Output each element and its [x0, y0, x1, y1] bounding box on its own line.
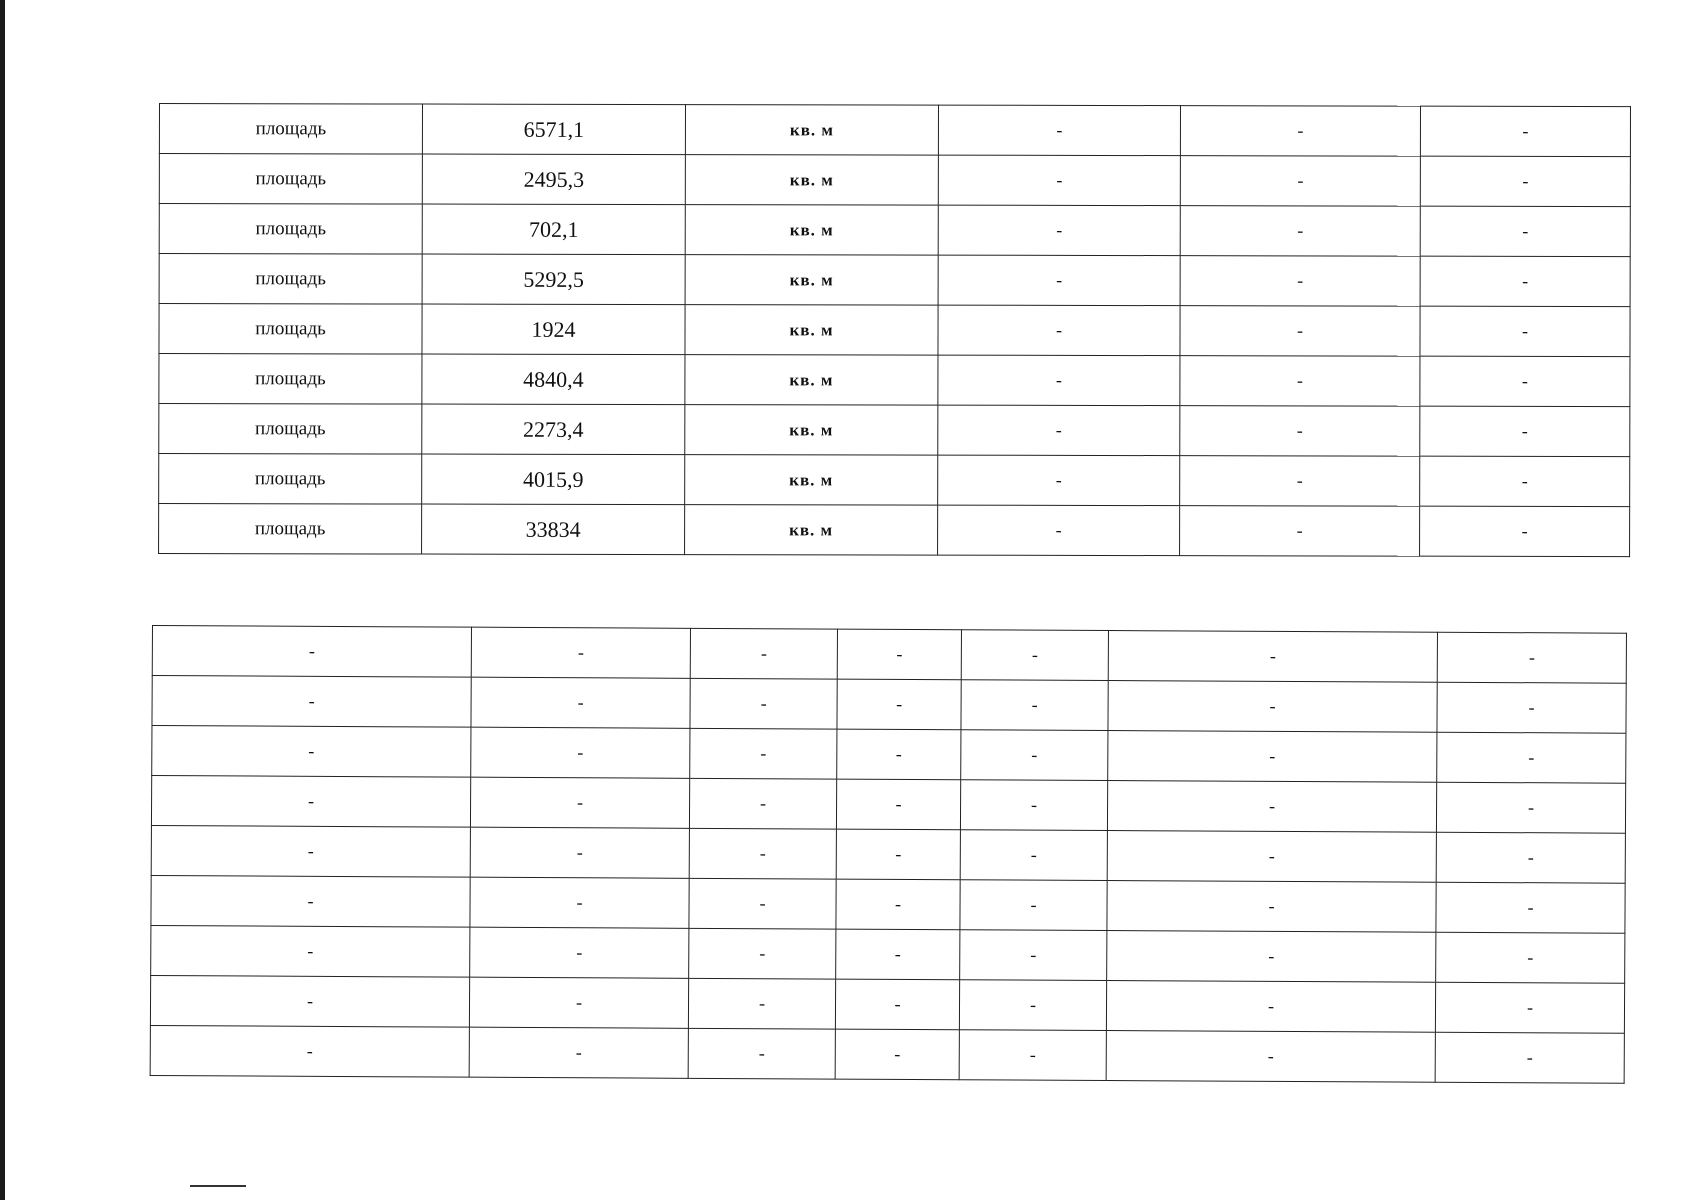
- cell-parameter: площадь: [159, 154, 422, 205]
- cell-dash: -: [1420, 356, 1630, 406]
- cell-dash: -: [836, 879, 960, 930]
- cell-dash: -: [1420, 406, 1630, 456]
- cell-dash: -: [1180, 356, 1420, 407]
- cell-dash: -: [1420, 156, 1630, 206]
- cell-dash: -: [688, 978, 835, 1029]
- cell-unit: кв. м: [685, 155, 938, 206]
- table-row: [159, 154, 1630, 207]
- cell-dash: -: [688, 1028, 835, 1079]
- table-row: [150, 1025, 1624, 1083]
- cell-dash: -: [960, 880, 1107, 931]
- cell-dash: -: [1436, 832, 1625, 883]
- cell-dash: -: [1437, 682, 1626, 733]
- cell-dash: -: [689, 928, 836, 979]
- cell-dash: -: [836, 929, 960, 980]
- table-row: [150, 975, 1624, 1033]
- cell-parameter: площадь: [159, 504, 422, 555]
- table-row: [151, 875, 1625, 933]
- cell-unit: кв. м: [685, 455, 938, 506]
- cell-dash: -: [152, 726, 471, 778]
- table-row: [152, 726, 1626, 784]
- cell-dash: -: [835, 979, 959, 1030]
- cell-dash: -: [1436, 882, 1625, 933]
- cell-dash: -: [690, 628, 837, 679]
- cell-unit: кв. м: [685, 505, 938, 556]
- cell-dash: -: [836, 779, 960, 830]
- cell-unit: кв. м: [685, 105, 938, 156]
- cell-dash: -: [961, 730, 1108, 781]
- cell-dash: -: [938, 455, 1180, 506]
- cell-dash: -: [470, 827, 689, 878]
- cell-dash: -: [961, 680, 1108, 731]
- cell-dash: -: [471, 627, 690, 678]
- cell-unit: кв. м: [685, 305, 938, 356]
- cell-dash: -: [470, 927, 689, 978]
- cell-dash: -: [152, 626, 471, 678]
- cell-unit: кв. м: [685, 255, 938, 306]
- cell-dash: -: [690, 678, 837, 729]
- cell-dash: -: [1106, 981, 1435, 1033]
- cell-value: 1924: [422, 304, 685, 355]
- cell-dash: -: [1180, 256, 1420, 307]
- table-row: [159, 454, 1630, 507]
- cell-dash: -: [469, 1027, 688, 1078]
- cell-unit: кв. м: [685, 405, 938, 456]
- cell-dash: -: [690, 728, 837, 779]
- cell-dash: -: [1107, 831, 1436, 883]
- table-row: [151, 925, 1625, 983]
- dash-table: [150, 625, 1627, 1084]
- cell-dash: -: [151, 875, 470, 927]
- cell-value: 33834: [422, 504, 685, 555]
- cell-dash: -: [470, 777, 689, 828]
- cell-dash: -: [471, 727, 690, 778]
- cell-dash: -: [689, 778, 836, 829]
- cell-unit: кв. м: [685, 205, 938, 256]
- cell-dash: -: [1180, 156, 1420, 207]
- cell-dash: -: [1436, 932, 1625, 983]
- cell-dash: -: [1420, 206, 1630, 256]
- cell-dash: -: [152, 676, 471, 728]
- cell-value: 5292,5: [422, 254, 685, 305]
- cell-dash: -: [1107, 931, 1436, 983]
- cell-dash: -: [1108, 731, 1437, 783]
- cell-dash: -: [1180, 306, 1420, 357]
- cell-dash: -: [1437, 732, 1626, 783]
- cell-dash: -: [471, 677, 690, 728]
- table-row: [159, 404, 1630, 457]
- table-row: [159, 504, 1630, 557]
- table-row: [159, 104, 1630, 157]
- cell-dash: -: [1437, 632, 1626, 683]
- cell-dash: -: [1107, 881, 1436, 933]
- cell-dash: -: [1435, 1032, 1624, 1083]
- cell-dash: -: [960, 930, 1107, 981]
- cell-parameter: площадь: [159, 454, 422, 505]
- cell-parameter: площадь: [159, 104, 422, 155]
- cell-dash: -: [961, 630, 1108, 681]
- cell-dash: -: [938, 505, 1180, 556]
- table-row: [151, 825, 1625, 883]
- area-table-body: [159, 104, 1631, 557]
- cell-dash: -: [469, 977, 688, 1028]
- cell-dash: -: [1420, 256, 1630, 306]
- cell-dash: -: [1180, 456, 1420, 507]
- cell-dash: -: [150, 975, 469, 1027]
- cell-dash: -: [1180, 206, 1420, 257]
- cell-value: 4015,9: [422, 454, 685, 505]
- cell-unit: кв. м: [685, 355, 938, 406]
- cell-dash: -: [837, 629, 961, 680]
- cell-dash: -: [835, 1029, 959, 1080]
- cell-dash: -: [959, 980, 1106, 1031]
- cell-parameter: площадь: [159, 404, 422, 455]
- table-row: [151, 776, 1625, 834]
- cell-value: 4840,4: [422, 354, 685, 405]
- cell-dash: -: [1180, 506, 1420, 557]
- cell-dash: -: [938, 255, 1180, 306]
- table-row: [159, 204, 1630, 257]
- cell-dash: -: [938, 355, 1180, 406]
- cell-dash: -: [1420, 306, 1630, 356]
- cell-dash: -: [938, 405, 1180, 456]
- cell-value: 2495,3: [422, 154, 685, 205]
- cell-dash: -: [1107, 781, 1436, 833]
- cell-dash: -: [938, 305, 1180, 356]
- cell-dash: -: [959, 1030, 1106, 1081]
- cell-dash: -: [938, 205, 1180, 256]
- footer-mark: [190, 1185, 246, 1187]
- cell-dash: -: [1108, 681, 1437, 733]
- cell-dash: -: [1180, 406, 1420, 457]
- cell-dash: -: [960, 780, 1107, 831]
- cell-dash: -: [1108, 631, 1437, 683]
- cell-dash: -: [151, 776, 470, 828]
- cell-dash: -: [689, 828, 836, 879]
- cell-dash: -: [1180, 106, 1420, 157]
- table-row: [159, 304, 1630, 357]
- cell-dash: -: [960, 830, 1107, 881]
- cell-dash: -: [151, 825, 470, 877]
- table-row: [152, 626, 1626, 684]
- cell-dash: -: [1420, 106, 1630, 156]
- cell-parameter: площадь: [159, 354, 422, 405]
- cell-dash: -: [470, 877, 689, 928]
- cell-dash: -: [150, 1025, 469, 1077]
- cell-dash: -: [1436, 782, 1625, 833]
- cell-dash: -: [151, 925, 470, 977]
- area-table: [158, 103, 1631, 557]
- cell-dash: -: [1420, 506, 1630, 556]
- cell-dash: -: [837, 729, 961, 780]
- cell-parameter: площадь: [159, 304, 422, 355]
- table-row: [159, 254, 1630, 307]
- table-row: [159, 354, 1630, 407]
- cell-dash: -: [837, 679, 961, 730]
- cell-value: 6571,1: [422, 104, 685, 155]
- cell-dash: -: [1106, 1031, 1435, 1083]
- cell-value: 2273,4: [422, 404, 685, 455]
- cell-value: 702,1: [422, 204, 685, 255]
- dash-table-body: [150, 626, 1626, 1084]
- cell-dash: -: [938, 155, 1180, 206]
- cell-dash: -: [1435, 982, 1624, 1033]
- cell-parameter: площадь: [159, 254, 422, 305]
- cell-parameter: площадь: [159, 204, 422, 255]
- table-row: [152, 676, 1626, 734]
- cell-dash: -: [836, 829, 960, 880]
- cell-dash: -: [1420, 456, 1630, 506]
- scan-left-edge: [0, 0, 5, 1200]
- cell-dash: -: [689, 878, 836, 929]
- cell-dash: -: [938, 105, 1180, 156]
